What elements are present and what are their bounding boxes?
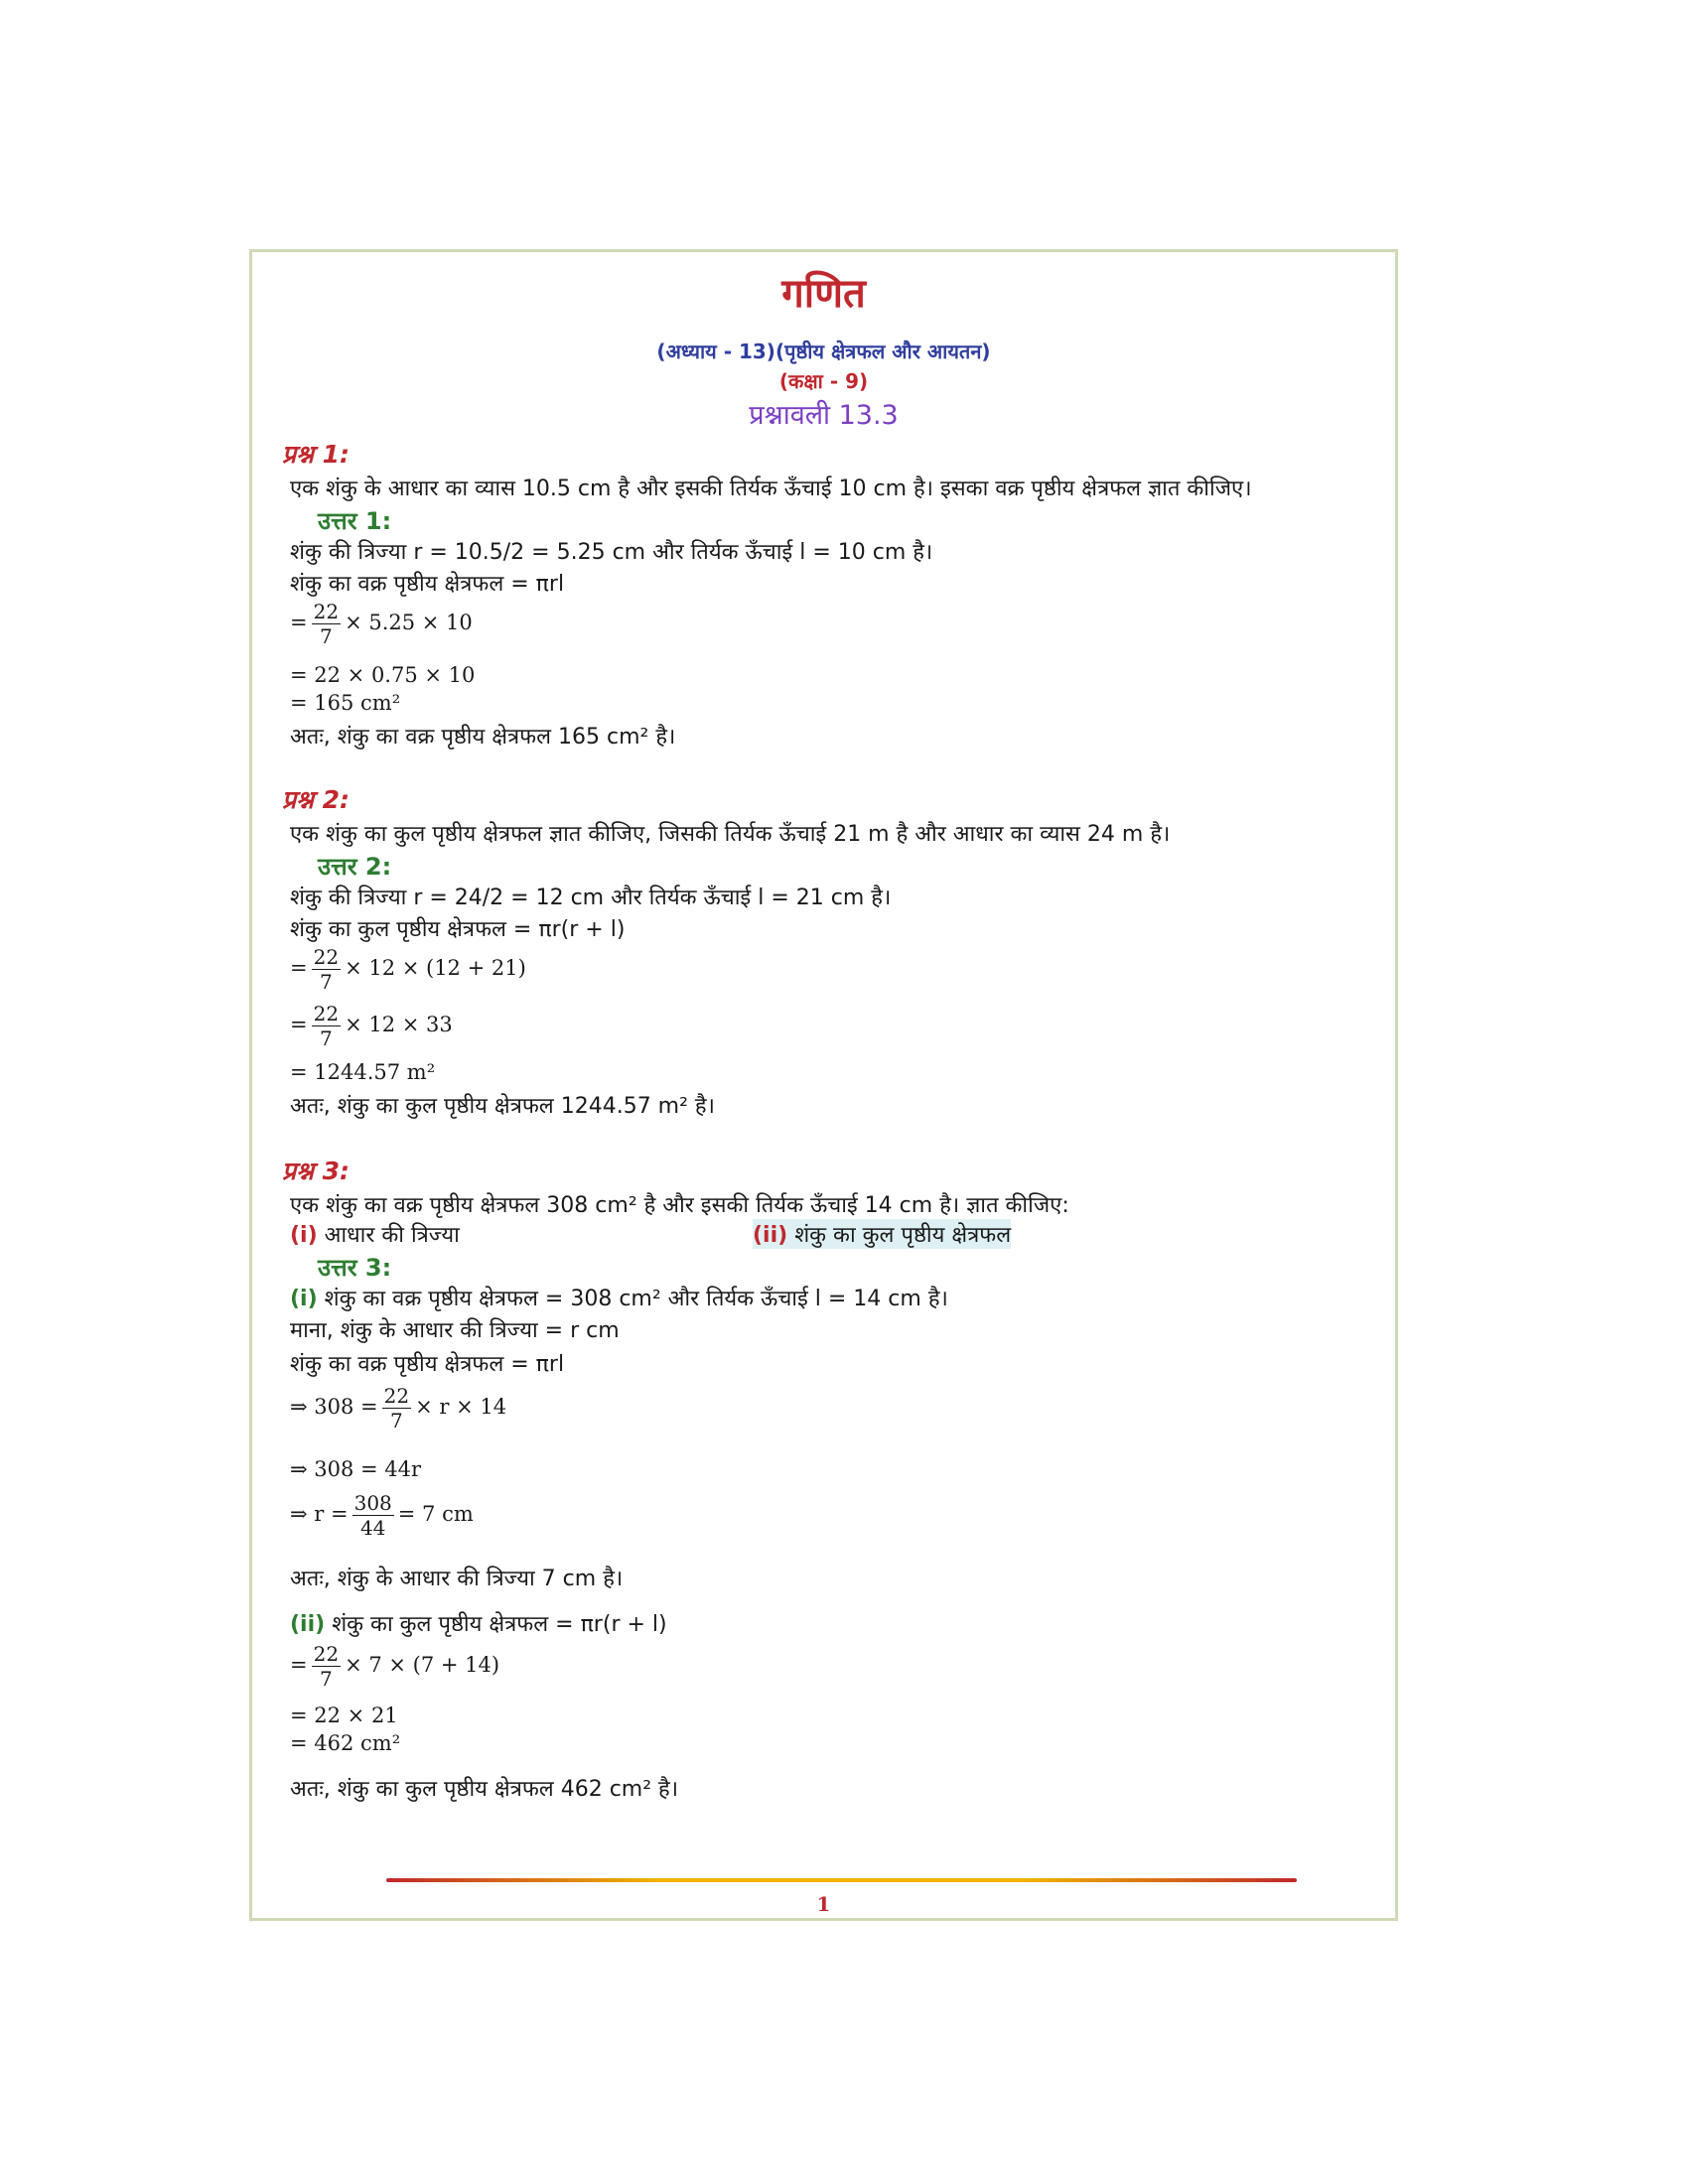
answer-3-equation-1: ⇒ 308 = $\frac{22}{7}$ × r × 14	[290, 1384, 507, 1433]
fraction: $\frac{22}{7}$	[313, 1002, 340, 1050]
answer-3-equation-3: ⇒ r = $\frac{308}{44}$ = 7 cm	[290, 1491, 474, 1540]
answer-1-step-3: = 165 cm²	[290, 691, 401, 715]
answer-2-line-2: शंकु का कुल पृष्ठीय क्षेत्रफल = πr(r + l)	[290, 917, 626, 942]
answer-3-step-2: = 22 × 21	[290, 1704, 398, 1727]
answer-3-step-3: = 462 cm²	[290, 1731, 401, 1755]
page-number: 1	[816, 1892, 831, 1916]
question-3-text: एक शंकु का वक्र पृष्ठीय क्षेत्रफल 308 cm² है और इसकी तिर्यक ऊँचाई 14 cm है। ज्ञात कीजिए:	[290, 1193, 1069, 1218]
question-3-part-ii: (ii) शंकु का कुल पृष्ठीय क्षेत्रफल	[753, 1219, 1011, 1249]
document-page	[249, 249, 1398, 1921]
answer-1-line-2: शंकु का वक्र पृष्ठीय क्षेत्रफल = πrl	[290, 572, 565, 597]
answer-3-equation-2: ⇒ 308 = 44r	[290, 1457, 422, 1481]
fraction: $\frac{22}{7}$	[313, 945, 340, 994]
answer-1-conclusion: अतः, शंकु का वक्र पृष्ठीय क्षेत्रफल 165 cm² है।	[290, 725, 676, 750]
answer-1-line-1: शंकु की त्रिज्या r = 10.5/2 = 5.25 cm और तिर्यक ऊँचाई l = 10 cm है।	[290, 540, 933, 565]
chapter-heading: (अध्याय - 13)(पृष्ठीय क्षेत्रफल और आयतन)	[656, 340, 991, 363]
answer-3-line-1: (i) शंकु का वक्र पृष्ठीय क्षेत्रफल = 308 cm² और तिर्यक ऊँचाई l = 14 cm है।	[290, 1287, 948, 1311]
answer-1-step-1: = $\frac{22}{7}$ × 5.25 × 10	[290, 600, 473, 648]
answer-3-conclusion-2: अतः, शंकु का कुल पृष्ठीय क्षेत्रफल 462 cm² है।	[290, 1777, 679, 1802]
answer-3-step-1: = $\frac{22}{7}$ × 7 × (7 + 14)	[290, 1642, 500, 1691]
answer-2-step-3: = 1244.57 m²	[290, 1060, 436, 1084]
answer-2-conclusion: अतः, शंकु का कुल पृष्ठीय क्षेत्रफल 1244.57 m² है।	[290, 1094, 715, 1119]
question-1-text: एक शंकु के आधार का व्यास 10.5 cm है और इसकी तिर्यक ऊँचाई 10 cm है। इसका वक्र पृष्ठीय क्षेत्रफल ज्ञात कीजिए।	[290, 477, 1252, 501]
answer-1-heading: उत्तर 1:	[318, 507, 392, 535]
question-3-part-i: (i) आधार की त्रिज्या	[290, 1223, 460, 1248]
answer-1-step-2: = 22 × 0.75 × 10	[290, 663, 476, 687]
exercise-heading: प्रश्नावली 13.3	[749, 400, 899, 431]
question-2-text: एक शंकु का कुल पृष्ठीय क्षेत्रफल ज्ञात कीजिए, जिसकी तिर्यक ऊँचाई 21 m है और आधार का व्यास 24 m है।	[290, 822, 1171, 847]
answer-2-step-1: = $\frac{22}{7}$ × 12 × (12 + 21)	[290, 945, 526, 994]
fraction: $\frac{22}{7}$	[383, 1384, 410, 1433]
fraction: $\frac{22}{7}$	[313, 1642, 340, 1691]
answer-2-line-1: शंकु की त्रिज्या r = 24/2 = 12 cm और तिर्यक ऊँचाई l = 21 cm है।	[290, 886, 892, 910]
answer-3-line-2: माना, शंकु के आधार की त्रिज्या = r cm	[290, 1318, 620, 1343]
answer-2-step-2: = $\frac{22}{7}$ × 12 × 33	[290, 1002, 453, 1050]
answer-3-conclusion-1: अतः, शंकु के आधार की त्रिज्या 7 cm है।	[290, 1567, 624, 1591]
question-2-heading: प्रश्न 2:	[282, 785, 350, 814]
footer-divider	[386, 1878, 1297, 1882]
fraction: $\frac{308}{44}$	[353, 1491, 392, 1540]
answer-3-heading: उत्तर 3:	[318, 1254, 392, 1282]
answer-2-heading: उत्तर 2:	[318, 853, 392, 881]
question-3-heading: प्रश्न 3:	[282, 1157, 350, 1185]
question-1-heading: प्रश्न 1:	[282, 440, 350, 469]
answer-3-line-4: (ii) शंकु का कुल पृष्ठीय क्षेत्रफल = πr(r + l)	[290, 1612, 667, 1637]
class-heading: (कक्षा - 9)	[778, 369, 869, 393]
fraction: $\frac{22}{7}$	[313, 600, 340, 648]
answer-3-line-3: शंकु का वक्र पृष्ठीय क्षेत्रफल = πrl	[290, 1352, 565, 1377]
page-title: गणित	[781, 271, 866, 317]
